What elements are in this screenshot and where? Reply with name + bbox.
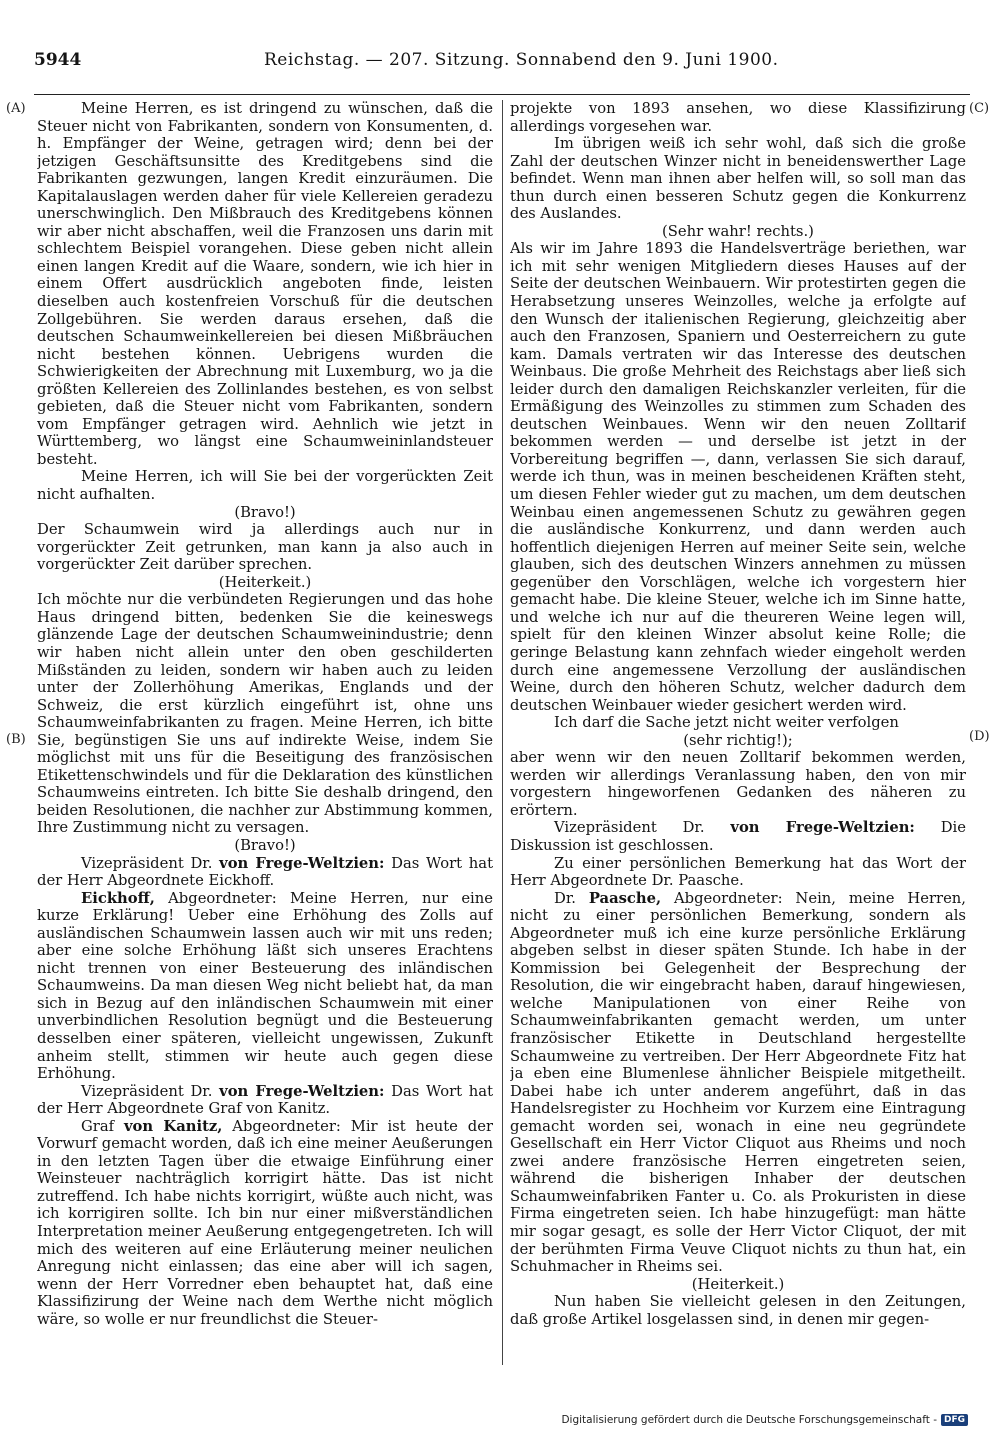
speaker-title: Graf xyxy=(81,1117,124,1135)
paragraph: Meine Herren, ich will Sie bei der vorgerückten Zeit nicht aufhalten. xyxy=(37,468,493,504)
paragraph: Zu einer persönlichen Bemerkung hat das Wort der Herr Abgeordnete Dr. Paasche. xyxy=(510,854,966,890)
speaker-title: Vizepräsident Dr. xyxy=(554,819,731,837)
dfg-logo: DFG xyxy=(941,1414,968,1426)
paragraph: Meine Herren, es ist dringend zu wünschen, daß die Steuer nicht von Fabrikanten, sondern von Konsumenten, d. h. Empfänger der Weine, getragen wird; denn bei der jetzigen Geschäftsunsitte des Kreditgebens sind die Fabrikanten gezwungen, langen Kredit einzuräumen. Die Kapitalauslagen werden daher für viele Kellereien geradezu unerschwinglich. Den Mißbrauch des Kreditgebens können wir aber nicht abschaffen, weil die Franzosen uns darin mit schlechtem Beispiel vorangehen. Diese geben nicht allein einen langen Kredit auf die Waare, sondern, wie ich hier in einem Offert ausdrücklich angeboten finde, leisten dieselben auch kostenfreien Vorschuß für die deutschen Zollgebühren. Sie werden daraus ersehen, daß die deutschen Schaumweinkellereien bei diesen Mißbräuchen nicht bestehen können. Uebrigens wurden die Schwierigkeiten der Abrechnung mit Luxemburg, wo ja die größten Kellereien des Zollinlandes bestehen, es von selbst gebieten, daß die Steuer nicht vom Fabrikanten, sondern vom Empfänger getragen wird. Aehnlich wie jetzt in Württemberg, wo längst eine Schaumweininlandsteuer besteht. xyxy=(37,100,493,468)
speaker-paragraph xyxy=(37,890,493,1083)
margin-marker-d: (D) xyxy=(969,729,990,744)
interjection: (sehr richtig!); xyxy=(683,731,793,749)
speaker-paragraph xyxy=(37,1083,493,1118)
speaker-name: Eickhoff, xyxy=(81,889,155,907)
right-column xyxy=(510,100,966,1365)
credit-text: Digitalisierung gefördert durch die Deutsche Forschungsgemeinschaft - xyxy=(561,1414,937,1426)
speech-text: Abgeordneter: Nein, meine Herren, nicht zu einer persönlichen Bemerkung, sondern als Abgeordneter muß ich eine kurze persönliche Erklärung abgeben selbst in dieser späten Stunde. Ich habe in der Kommission bei Gelegenheit der Besprechung der Resolution, die wir eingebracht haben, darauf hingewiesen, welche Manipulationen von einer Reihe von Schaumweinfabrikanten gemacht werden, um unter französischer Etikette in Deutschland hergestellte Schaumweine zu vertreiben. Der Herr Abgeordnete Fitz hat ja eben eine Blumenlese ähnlicher Beispiele mitgetheilt. Dabei habe ich unter anderem angeführt, daß in das Handelsregister zu Hochheim vor Kurzem eine Eintragung gemacht worden sei, wonach in eine neu gegründete Gesellschaft ein Herr Victor Cliquot aus Rheims und noch zwei andere französische Herren eingetreten seien, während die bisherigen Inhaber der deutschen Schaumweinfabriken Fanter u. Co. als Prokuristen in diese Firma eingetreten seien. Ich habe hinzugefügt: man hätte mir sogar gesagt, es solle der Herr Victor Cliquot, der mit der berühmten Firma Veuve Cliquot nichts zu thun hat, ein Schuhmacher in Rheims sei. xyxy=(510,889,966,1276)
interjection: (Bravo!) xyxy=(234,836,296,854)
speaker-name: von Kanitz, xyxy=(123,1117,223,1135)
speech-text: Die Diskussion ist geschlossen. xyxy=(510,819,966,854)
interjection: (Bravo!) xyxy=(234,503,296,521)
paragraph: projekte von 1893 ansehen, wo diese Klassifizirung allerdings vorgesehen war. xyxy=(510,100,966,135)
column-divider xyxy=(502,100,503,1365)
speaker-title: Vizepräsident Dr. xyxy=(81,1082,220,1100)
speaker-name: von Frege-Weltzien: xyxy=(219,854,385,872)
speaker-title: Dr. xyxy=(554,889,589,907)
margin-marker-c: (C) xyxy=(969,101,990,116)
interjection: (Heiterkeit.) xyxy=(691,1275,785,1293)
paragraph: Der Schaumwein wird ja allerdings auch nur in vorgerückter Zeit getrunken, man kann ja also auch in vorgerückter Zeit darüber sprechen. xyxy=(37,521,493,574)
speaker-name: Paasche, xyxy=(588,889,662,907)
speech-text: Das Wort hat der Herr Abgeordnete Graf von Kanitz. xyxy=(37,1082,493,1118)
margin-marker-b: (B) xyxy=(6,732,26,747)
speech-text: Das Wort hat der Herr Abgeordnete Eickhoff. xyxy=(37,854,493,890)
interjection: (Sehr wahr! rechts.) xyxy=(662,222,814,240)
paragraph: Als wir im Jahre 1893 die Handelsverträge beriethen, war ich mit sehr wenigen Mitgliedern dieses Hauses auf der Seite der deutschen Weinbauern. Wir protestirten gegen die Herabsetzung unseres Weinzolles, welche ja erfolgte auf den Wunsch der italienischen Regierung, gleichzeitig aber auch den Franzosen, Spaniern und Oesterreichern zu gute kam. Damals vertraten wir das Interesse des deutschen Weinbaus. Die große Mehrheit des Reichstags aber ließ sich leider durch den damaligen Reichskanzler verleiten, für die Ermäßigung des Weinzolles zu stimmen zum Schaden des deutschen Weinbaues. Wenn wir den neuen Zolltarif bekommen werden — und derselbe ist jetzt in der Vorbereitung begriffen —, dann, verlassen Sie sich darauf, werde ich thun, was in meinen bescheidenen Kräften steht, um diesen Fehler wieder gut zu machen, um dem deutschen Weinbau einen angemessenen Schutz zu gewähren gegen die ausländische Konkurrenz, und dann werden auch hoffentlich diejenigen Herren auf meiner Seite sein, welche glauben, sich des deutschen Winzers annehmen zu müssen gegenüber den Vorschlägen, welche ich vorgestern hier gemacht habe. Die kleine Steuer, welche ich im Sinne hatte, und welche ich nur auf die theureren Weine legen will, spielt für den kleinen Winzer absolut keine Rolle; die geringe Belastung kann zehnfach wieder eingeholt werden durch eine angemessene Verzollung der ausländischen Weine, durch den höheren Schutz, welcher dadurch dem deutschen Weinbauer wieder gesichert werden wird. xyxy=(510,240,966,714)
speaker-paragraph xyxy=(510,819,966,854)
speaker-paragraph xyxy=(37,855,493,890)
left-column xyxy=(37,100,493,1365)
margin-marker-a: (A) xyxy=(6,101,26,116)
speaker-title: Vizepräsident Dr. xyxy=(81,854,220,872)
speaker-name: von Frege-Weltzien: xyxy=(730,819,915,837)
speech-text: Abgeordneter: Mir ist heute der Vorwurf gemacht worden, daß ich eine meiner Aeußerungen in den letzten Tagen über die etwaige Einführung einer Weinsteuer nachträglich korrigirt hätte. Das ist nicht zutreffend. Ich habe nichts korrigirt, wüßte auch nicht, was ich korrigiren sollte. Ich bin nur einer mißverständlichen Interpretation meiner Aeußerung entgegengetreten. Ich will mich des weiteren auf eine Erläuterung meiner neulichen Anregung nicht einlassen; das eine aber will ich sagen, wenn der Herr Vorredner eben behauptet hat, daß eine Klassifizirung der Weine nach dem Werthe nicht möglich wäre, so wolle er nur freundlichst die Steuer- xyxy=(37,1117,493,1328)
header-rule xyxy=(34,94,970,95)
paragraph: Nun haben Sie vielleicht gelesen in den Zeitungen, daß große Artikel losgelassen sind, in denen mir gegen- xyxy=(510,1293,966,1328)
speaker-name: von Frege-Weltzien: xyxy=(219,1082,385,1100)
paragraph: aber wenn wir den neuen Zolltarif bekommen werden, werden wir allerdings Veranlassung haben, den von mir vorgestern hingeworfenen Gedanken des näheren zu erörtern. xyxy=(510,749,966,819)
running-title: Reichstag. — 207. Sitzung. Sonnabend den 9. Juni 1900. xyxy=(264,50,779,70)
speaker-paragraph xyxy=(510,890,966,1276)
digitization-credit xyxy=(561,1412,968,1428)
paragraph: Ich darf die Sache jetzt nicht weiter verfolgen xyxy=(554,714,899,732)
page-header xyxy=(34,46,970,76)
paragraph: Ich möchte nur die verbündeten Regierungen und das hohe Haus dringend bitten, bedenken Sie die keineswegs glänzende Lage der deutschen Schaumweinindustrie; denn wir haben nicht allein unter den oben geschilderten Mißständen zu leiden, sondern wir haben auch zu leiden unter der Zollerhöhung Amerikas, Englands und der Schweiz, die erst kürzlich eingeführt ist, ohne uns Schaumweinfabrikanten zu fragen. Meine Herren, ich bitte Sie, begünstigen Sie uns auf indirekte Weise, indem Sie möglichst mit uns für die Beseitigung des französischen Etikettenschwindels und für die Deklaration des künstlichen Schaumweins eintreten. Ich bitte Sie deshalb dringend, den beiden Resolutionen, die nachher zur Abstimmung kommen, Ihre Zustimmung nicht zu versagen. xyxy=(37,591,493,837)
paragraph: Im übrigen weiß ich sehr wohl, daß sich die große Zahl der deutschen Winzer nicht in beneidenswerther Lage befindet. Wenn man ihnen aber helfen will, so soll man das thun durch einen besseren Schutz gegen die Konkurrenz des Auslandes. xyxy=(510,135,966,223)
interjection: (Heiterkeit.) xyxy=(218,573,312,591)
speech-text: Abgeordneter: Meine Herren, nur eine kurze Erklärung! Ueber eine Erhöhung des Zolls auf ausländischen Schaumwein lassen auch wir mit uns reden; aber eine solche Erhöhung läßt sich unseres Erachtens nicht trennen von einer Besteuerung des inländischen Schaumweins. Da man diesen Weg nicht beliebt hat, da man sich in Bezug auf den inländischen Schaumwein mit einer unverbindlichen Resolution begnügt und die Besteuerung desselben einer späteren, vielleicht ungewissen, Zukunft anheim stellt, stimmen wir heute auch gegen diese Erhöhung. xyxy=(37,889,493,1083)
page-number: 5944 xyxy=(34,50,82,70)
speaker-paragraph xyxy=(37,1118,493,1329)
